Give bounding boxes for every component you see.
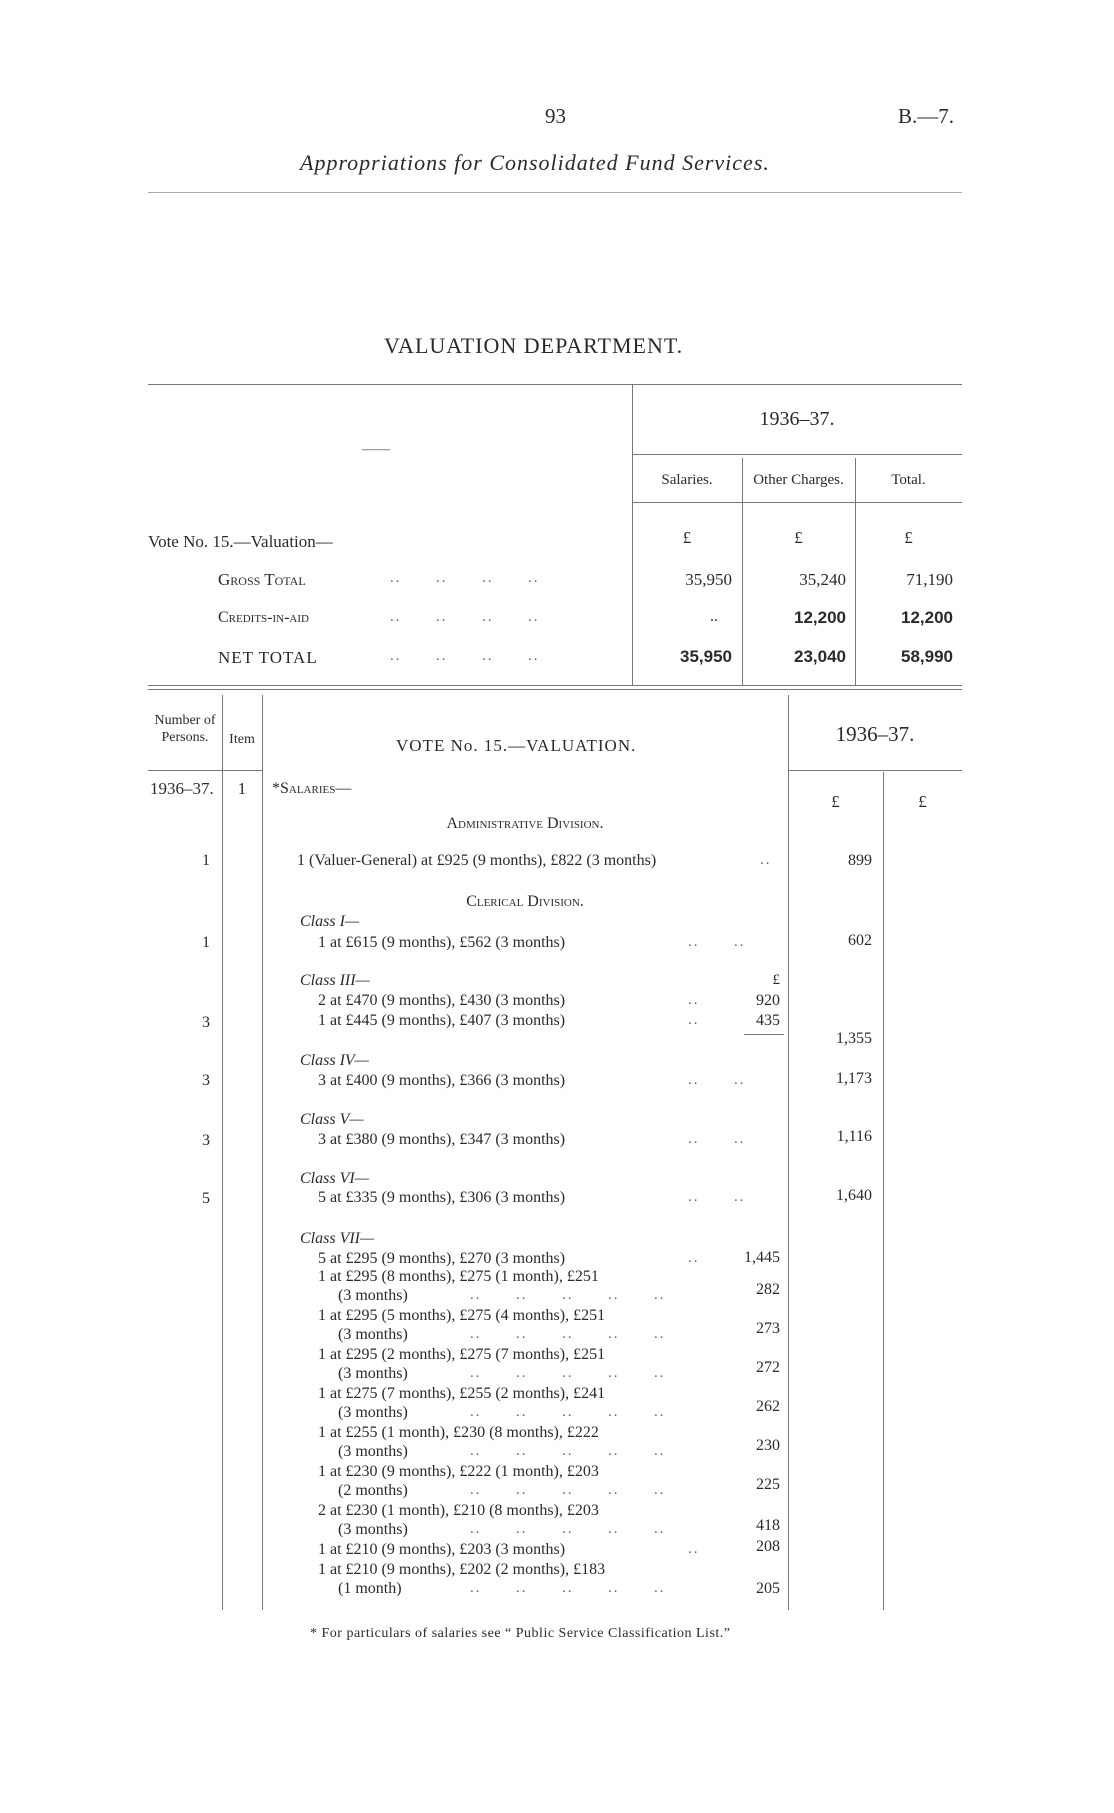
amount: 899 [848, 852, 872, 869]
persons-count: 1 [202, 934, 210, 951]
summary-top-rule [148, 384, 962, 385]
leader-dots: .. .. .. .. [390, 609, 540, 625]
summary-bottom-rule [148, 685, 962, 686]
class-heading: Class VII— [300, 1230, 375, 1247]
leader-dots: .. .. .. .. .. [470, 1326, 666, 1342]
salary-line: 1 at £295 (8 months), £275 (1 month), £251 [318, 1268, 599, 1285]
class-heading: Class V— [300, 1111, 364, 1128]
detail-year: 1936–37. [835, 722, 915, 746]
sub-amount: 230 [756, 1437, 780, 1454]
leader-dots: .. [688, 1012, 700, 1028]
amount: 1,640 [836, 1187, 872, 1204]
column-header-item: Item [229, 732, 255, 747]
persons-count: 3 [202, 1072, 210, 1089]
net-total-label: NET TOTAL [218, 648, 318, 667]
sub-amount: 205 [756, 1580, 780, 1597]
currency-symbol: £ [904, 528, 913, 547]
class-heading: Class VI— [300, 1170, 369, 1187]
summary-bottom-rule [148, 689, 962, 690]
credits-salaries: .. [710, 608, 718, 625]
sub-amount: 208 [756, 1538, 780, 1555]
column-header-other-charges: Other Charges. [753, 472, 844, 488]
currency-symbol: £ [918, 792, 927, 811]
salary-line-continued: (1 month) [338, 1580, 402, 1597]
salary-line: 1 at £445 (9 months), £407 (3 months) [318, 1012, 566, 1029]
sub-amount: 1,445 [744, 1249, 780, 1266]
amount: 1,173 [836, 1070, 872, 1087]
salary-line: 1 at £210 (9 months), £203 (3 months) [318, 1541, 566, 1558]
vote-title: VOTE No. 15.—VALUATION. [396, 736, 637, 755]
salary-line-continued: (3 months) [338, 1521, 408, 1538]
clerical-division-heading: Clerical Division. [466, 893, 584, 910]
sub-amount: 273 [756, 1320, 780, 1337]
department-title: VALUATION DEPARTMENT. [384, 333, 684, 358]
amount: 1,116 [836, 1128, 872, 1145]
persons-header-rule [148, 770, 262, 771]
amount-column-rule [788, 695, 789, 1610]
salary-line: 5 at £335 (9 months), £306 (3 months) [318, 1189, 566, 1206]
class-heading: Class III— [300, 972, 370, 989]
gross-total: 71,190 [906, 570, 953, 589]
year-rule [632, 454, 962, 455]
credits-other-charges: 12,200 [794, 608, 846, 627]
leader-dots: .. .. .. .. .. [470, 1443, 666, 1459]
summary-year: 1936–37. [759, 408, 835, 430]
currency-symbol: £ [831, 792, 840, 811]
page-number: 93 [545, 104, 566, 128]
sub-amount: 435 [756, 1012, 780, 1029]
class-heading: Class I— [300, 913, 360, 930]
leader-dots: .. .. [688, 1131, 746, 1147]
leader-dots: .. .. .. .. [390, 648, 540, 664]
leader-dots: .. .. .. .. .. [470, 1365, 666, 1381]
vote-label: Vote No. 15.—Valuation— [148, 532, 333, 551]
salary-line: 1 at £210 (9 months), £202 (2 months), £183 [318, 1561, 606, 1578]
column-header-total: Total. [891, 472, 926, 488]
class-heading: Class IV— [300, 1052, 369, 1069]
net-other-charges: 23,040 [794, 647, 846, 666]
sub-amount: 920 [756, 992, 780, 1009]
salary-line: 1 at £295 (5 months), £275 (4 months), £251 [318, 1307, 606, 1324]
salary-line: 1 at £275 (7 months), £255 (2 months), £241 [318, 1385, 606, 1402]
salary-line: 1 (Valuer-General) at £925 (9 months), £822 (3 months) [297, 852, 657, 869]
persons-column-rule [222, 695, 223, 1610]
leader-dots: .. .. [688, 1189, 746, 1205]
leader-dots: .. .. .. .. .. [470, 1482, 666, 1498]
sub-amount: 418 [756, 1517, 780, 1534]
salary-line: 1 at £255 (1 month), £230 (8 months), £222 [318, 1424, 599, 1441]
persons-count: 5 [202, 1190, 210, 1207]
year-header-rule [788, 770, 962, 771]
gross-total-label: Gross Total [218, 570, 306, 589]
header-rule [148, 192, 962, 193]
net-salaries: 35,950 [680, 647, 732, 666]
footnote: * For particulars of salaries see “ Public Service Classification List.” [310, 1626, 731, 1641]
leader-dots: .. .. .. .. .. [470, 1287, 666, 1303]
salary-line-continued: (3 months) [338, 1365, 408, 1382]
salary-line-continued: (2 months) [338, 1482, 408, 1499]
currency-symbol: £ [682, 528, 692, 547]
currency-symbol: £ [794, 528, 803, 547]
gross-other-charges: 35,240 [799, 570, 846, 589]
salary-line: 1 at £615 (9 months), £562 (3 months) [318, 934, 566, 951]
column-header-persons: Number of Persons. [154, 713, 216, 745]
credits-in-aid-label: Credits-in-aid [218, 609, 309, 626]
leader-dots: .. .. [688, 934, 746, 950]
currency-symbol: £ [772, 972, 780, 988]
leader-dots: .. .. .. .. .. [470, 1404, 666, 1420]
salary-line: 2 at £470 (9 months), £430 (3 months) [318, 992, 566, 1009]
leader-dots: .. [760, 852, 772, 868]
salary-line: 3 at £400 (9 months), £366 (3 months) [318, 1072, 566, 1089]
leader-dots: .. [688, 992, 700, 1008]
total-column-rule [883, 772, 884, 1610]
persons-count: 3 [202, 1014, 210, 1031]
salary-line-continued: (3 months) [338, 1326, 408, 1343]
sub-amount: 225 [756, 1476, 780, 1493]
gross-salaries: 35,950 [685, 570, 732, 589]
salary-line-continued: (3 months) [338, 1287, 408, 1304]
administrative-division-heading: Administrative Division. [446, 815, 604, 832]
persons-count: 3 [202, 1132, 210, 1149]
column-header-salaries: Salaries. [661, 472, 713, 488]
running-title: Appropriations for Consolidated Fund Services. [300, 150, 770, 175]
leader-dots: .. .. [688, 1072, 746, 1088]
leader-dots: .. .. .. .. [390, 570, 540, 586]
item-number: 1 [237, 779, 247, 798]
sub-amount: 282 [756, 1281, 780, 1298]
credits-total: 12,200 [901, 608, 953, 627]
persons-year: 1936–37. [150, 779, 214, 798]
leader-dots: .. .. .. .. .. [470, 1521, 666, 1537]
salaries-heading: *Salaries— [272, 780, 352, 797]
salary-line: 1 at £230 (9 months), £222 (1 month), £203 [318, 1463, 599, 1480]
leader-dots: .. .. .. .. .. [470, 1580, 666, 1596]
amount: 602 [848, 932, 872, 949]
salary-line: 3 at £380 (9 months), £347 (3 months) [318, 1131, 566, 1148]
subtotal-rule [744, 1034, 784, 1035]
leader-dots: .. [688, 1541, 700, 1557]
persons-count: 1 [202, 852, 210, 869]
salary-line-continued: (3 months) [338, 1404, 408, 1421]
salary-line-continued: (3 months) [338, 1443, 408, 1460]
stub-dash: —— [362, 442, 390, 457]
leader-dots: .. [688, 1250, 700, 1266]
column-header-rule [632, 502, 962, 503]
net-total: 58,990 [901, 647, 953, 666]
salary-line: 2 at £230 (1 month), £210 (8 months), £203 [318, 1502, 599, 1519]
document-reference: B.—7. [898, 104, 955, 128]
salary-line: 5 at £295 (9 months), £270 (3 months) [318, 1250, 566, 1267]
sub-amount: 272 [756, 1359, 780, 1376]
sub-amount: 262 [756, 1398, 780, 1415]
amount: 1,355 [836, 1030, 872, 1047]
salary-line: 1 at £295 (2 months), £275 (7 months), £251 [318, 1346, 606, 1363]
